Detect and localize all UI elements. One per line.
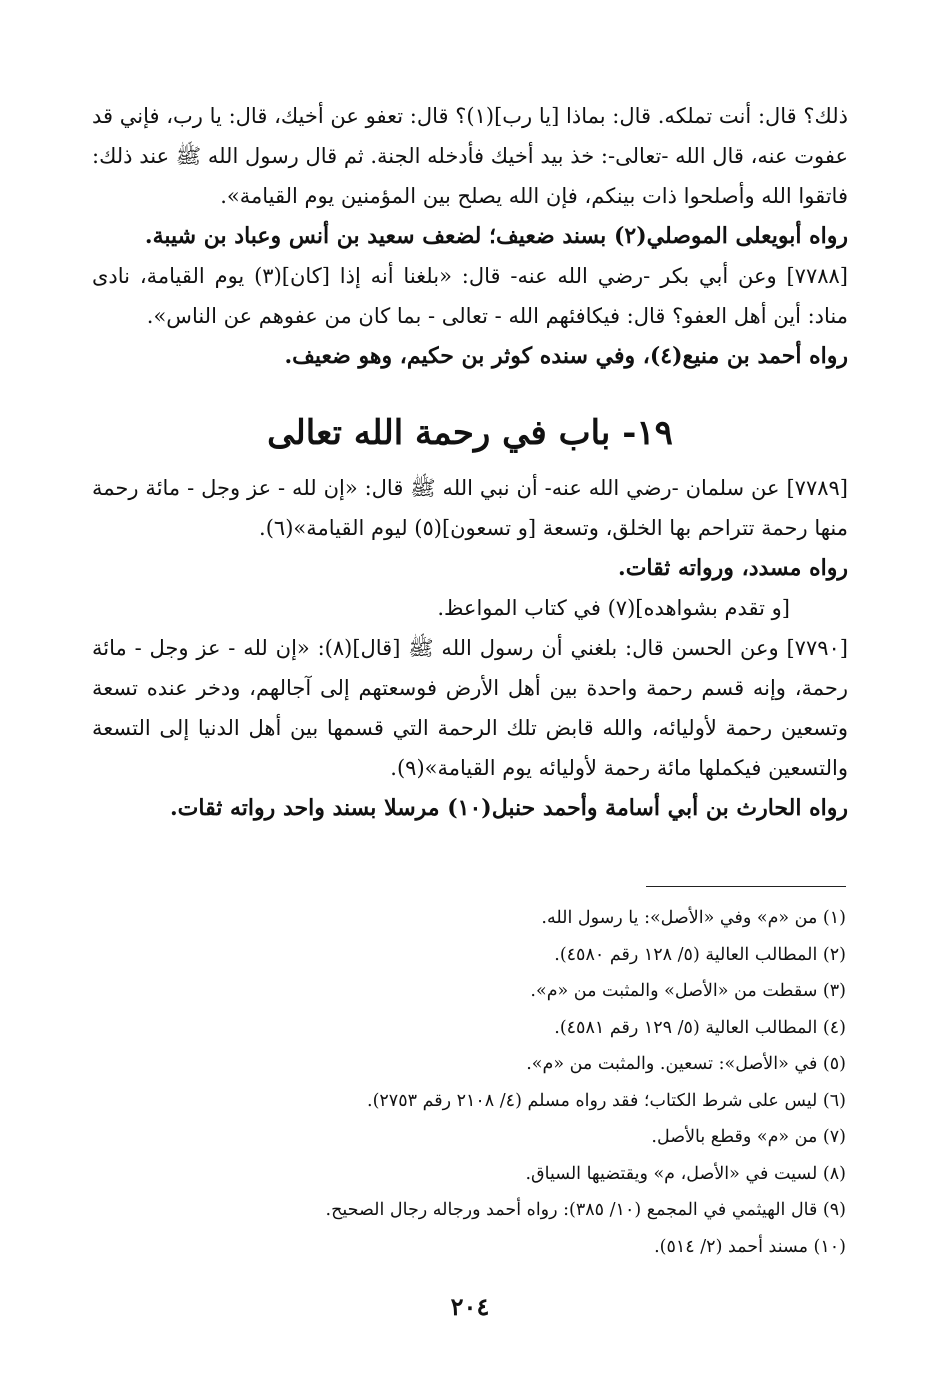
footnote: (٤) المطالب العالية (٥/ ١٢٩ رقم ٤٥٨١).	[554, 1017, 846, 1038]
footnote: (٩) قال الهيثمي في المجمع (١٠/ ٣٨٥): رواه أحمد ورجاله رجال الصحيح.	[325, 1200, 846, 1220]
footnote: (١) من «م» وفي «الأصل»: يا رسول الله.	[541, 908, 846, 928]
hadith-7788: [٧٧٨٨] وعن أبي بكر -رضي الله عنه- قال: «بلغنا أنه إذا [كان](٣) يوم القيامة، نادى مناد: أين أهل العفو؟ قال: فيكافئهم الله - تعالى - بما كان من عفوهم عن الناس».	[92, 264, 848, 328]
hadith-7790: [٧٧٩٠] وعن الحسن قال: بلغني أن رسول الله ﷺ [قال](٨): «إن لله - عز وجل - مائة رحمة، وإنه قسم رحمة واحدة بين أهل الأرض فوسعتهم إلى آجالهم، ودخر عنده تسعة وتسعين رحمة لأوليائه، والله قابض تلك الرحمة التي قسمها بين أهل الدنيا إلى التسعة والتسعين فيكملها مائة رحمة لأوليائه يوم القيامة»(٩).	[92, 636, 848, 780]
page-number: ٢٠٤	[450, 1292, 490, 1321]
main-text-bottom	[92, 468, 848, 828]
source-note-3: رواه مسدد، ورواته ثقات.	[618, 555, 848, 581]
section-heading: ١٩- باب في رحمة الله تعالى	[267, 413, 673, 453]
footnote: (٧) من «م» وقطع بالأصل.	[651, 1127, 846, 1147]
source-note-1: رواه أبويعلى الموصلي(٢) بسند ضعيف؛ لضعف سعيد بن أنس وعباد بن شيبة.	[144, 223, 848, 249]
footnote: (٥) في «الأصل»: تسعين. والمثبت من «م».	[526, 1054, 846, 1074]
main-text-top	[92, 96, 848, 376]
footnote: (٨) لسيت في «الأصل، م» ويقتضيها السياق.	[525, 1163, 846, 1184]
hadith-paragraph-continued: ذلك؟ قال: أنت تملكه. قال: بماذا [يا رب](١)؟ قال: تعفو عن أخيك، قال: يا رب، فإني قد عفوت عنه، قال الله -تعالى-: خذ بيد أخيك فأدخله الجنة. ثم قال رسول الله ﷺ عند ذلك: فاتقوا الله وأصلحوا ذات بينكم، فإن الله يصلح بين المؤمنين يوم القيامة».	[92, 104, 849, 208]
footnote: (٦) ليس على شرط الكتاب؛ فقد رواه مسلم (٤/ ٢١٠٨ رقم ٢٧٥٣).	[367, 1090, 846, 1111]
footnote: (٢) المطالب العالية (٥/ ١٢٨ رقم ٤٥٨٠).	[554, 944, 846, 965]
footnote: (١٠) مسند أحمد (٢/ ٥١٤).	[654, 1236, 846, 1257]
footnote-divider	[646, 886, 846, 887]
footnote: (٣) سقطت من «الأصل» والمثبت من «م».	[530, 981, 846, 1001]
hadith-7789: [٧٧٨٩] عن سلمان -رضي الله عنه- أن نبي الله ﷺ قال: «إن لله - عز وجل - مائة رحمة منها رحمة تتراحم بها الخلق، وتسعة [و تسعون](٥) ليوم القيامة»(٦).	[92, 476, 848, 540]
footnotes	[106, 900, 846, 1265]
source-note-4: رواه الحارث بن أبي أسامة وأحمد حنبل(١٠) مرسلا بسند واحد رواته ثقات.	[170, 795, 848, 821]
source-note-2: رواه أحمد بن منيع(٤)، وفي سنده كوثر بن حكيم، وهو ضعيف.	[284, 343, 848, 369]
cross-reference-note: [و تقدم بشواهده](٧) في كتاب المواعظ.	[437, 596, 790, 620]
